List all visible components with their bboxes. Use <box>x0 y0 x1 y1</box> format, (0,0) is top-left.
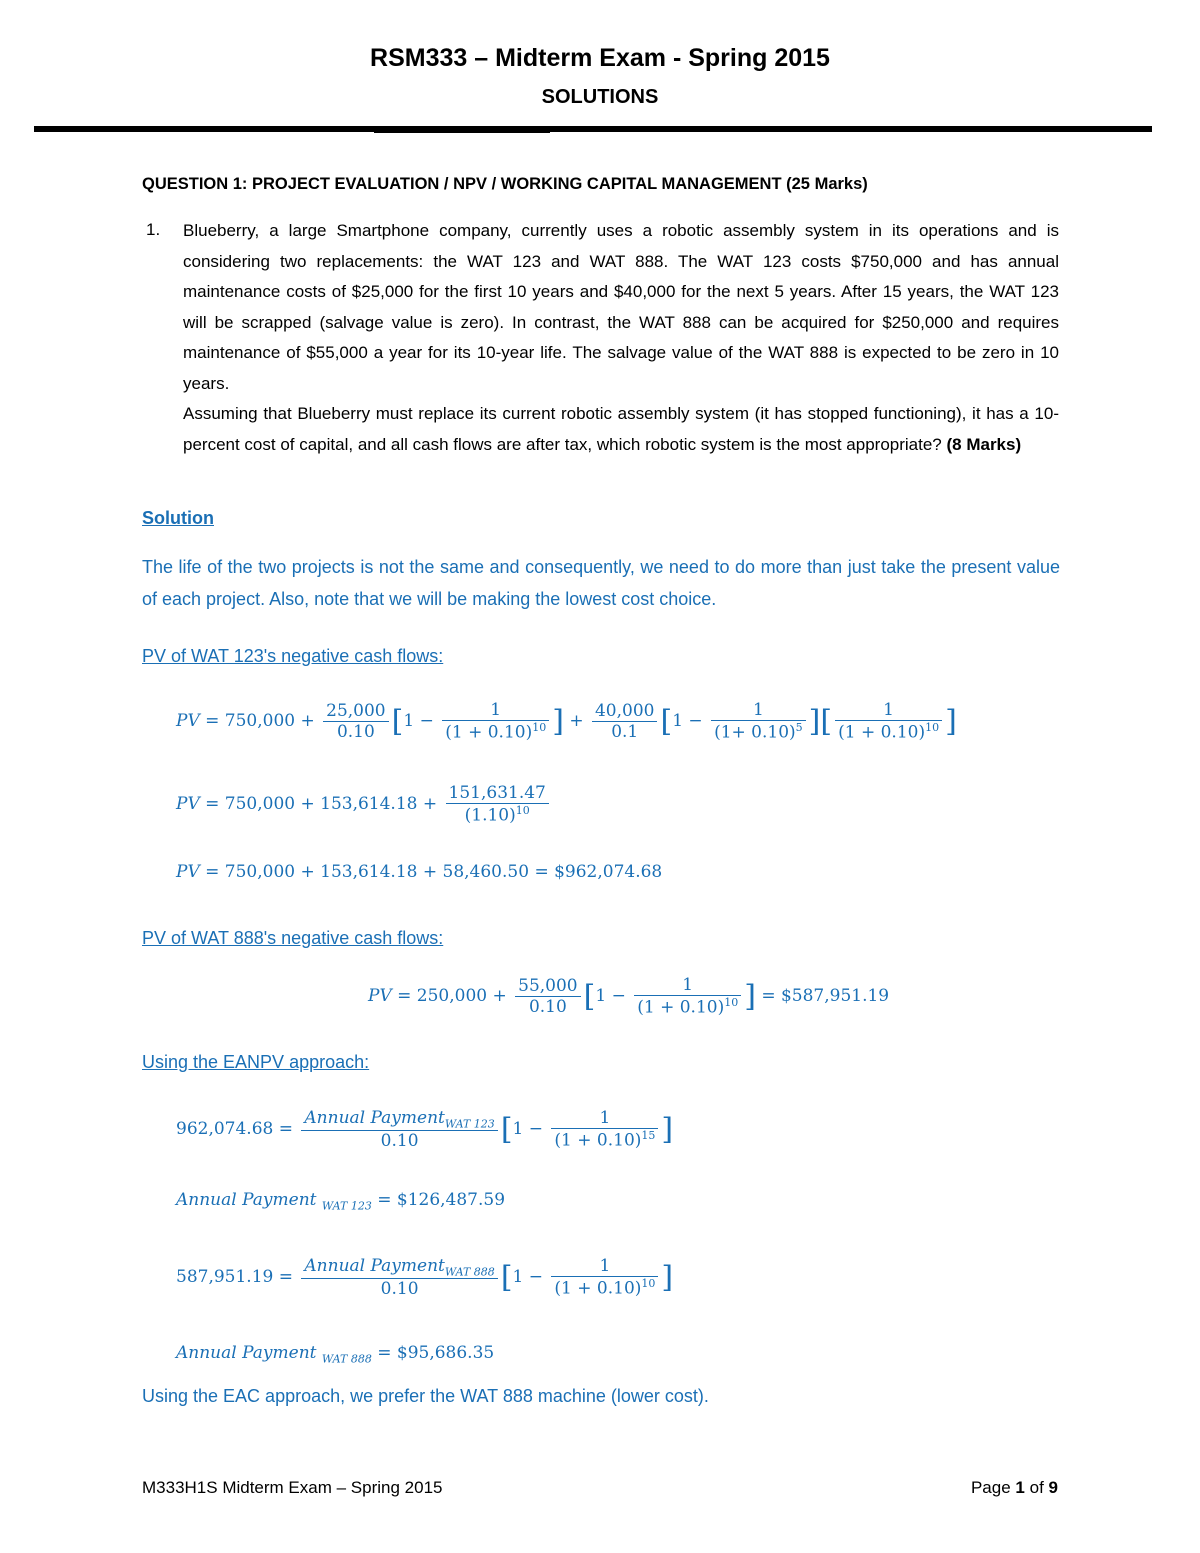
denominator-base: (1 + 0.10) <box>637 997 725 1018</box>
eq7-lhs: 587,951.19 = <box>176 1267 293 1288</box>
plus-sign: + <box>569 710 584 731</box>
solution-intro-text: The life of the two projects is not the same and consequently, we need to do more than just take the present value of each project. Also, note that we will be making the lowest cost choice. <box>142 557 1060 609</box>
equation-pv-wat123-full: PV = 750,000 + $\frac{25,000}{0.10}$ [1 − $\frac{1}{(1 + 0.10)^{10}}$ ] + $\frac{40,000}{0.1}$ [1 − $\frac{1}{(1+ 0.10)^5}$ ][ $\frac{1}{(1 + 0.10)^{10}}$ ] <box>176 700 957 743</box>
fraction <box>515 976 580 1017</box>
question-paragraph-2-text: Assuming that Blueberry must replace its current robotic assembly system (it has stopped functioning), it has a 10-percent cost of capital, and all cash flows are after tax, which robotic system is the most appropriate? <box>183 404 1059 454</box>
denominator <box>446 804 549 826</box>
equation-annual-payment-wat123 <box>176 1190 505 1212</box>
fraction <box>551 1256 658 1299</box>
exponent: 10 <box>515 804 530 817</box>
fraction <box>442 700 549 743</box>
pv-symbol: PV <box>368 985 392 1006</box>
one-minus: 1 − <box>512 1267 543 1288</box>
denominator <box>835 721 942 743</box>
fraction <box>551 1108 658 1151</box>
subscript: WAT 123 <box>444 1117 495 1131</box>
equation-pv-wat888: PV = 250,000 + $\frac{55,000}{0.10}$ [1 − $\frac{1}{(1 + 0.10)^{10}}$ ] = $587,951.19 <box>368 975 890 1018</box>
eanpv-label: Using the EANPV approach: <box>142 1052 370 1072</box>
numerator: 25,000 <box>323 701 388 722</box>
subscript: WAT 888 <box>444 1265 495 1279</box>
page-number: 1 <box>1015 1478 1025 1497</box>
question-heading: QUESTION 1: PROJECT EVALUATION / NPV / WORKING CAPITAL MANAGEMENT (25 Marks) <box>142 175 868 193</box>
exponent: 10 <box>724 996 739 1009</box>
solution-heading: Solution <box>142 508 214 528</box>
footer-left: M333H1S Midterm Exam – Spring 2015 <box>142 1478 443 1497</box>
one-minus: 1 − <box>672 710 703 731</box>
page-total: 9 <box>1048 1478 1058 1497</box>
numerator: 1 <box>711 700 806 721</box>
exponent: 10 <box>641 1277 656 1291</box>
numerator: 1 <box>551 1256 658 1277</box>
numerator: 1 <box>551 1108 658 1129</box>
equation-pv-wat123-step2 <box>176 783 552 826</box>
denominator: 0.10 <box>528 996 567 1017</box>
numerator: 55,000 <box>515 976 580 997</box>
eq4-term-a: 250,000 + <box>416 985 507 1006</box>
denominator: 0.1 <box>611 721 639 742</box>
numerator: 1 <box>634 975 741 996</box>
solution-conclusion: Using the EAC approach, we prefer the WAT 888 machine (lower cost). <box>142 1386 709 1406</box>
exponent: 10 <box>532 721 547 734</box>
annual-payment-symbol: Annual Payment <box>176 1343 317 1363</box>
denominator-base: (1.10) <box>464 805 516 826</box>
equals-sign: = <box>205 793 220 814</box>
numerator: 1 <box>835 700 942 721</box>
equation-pv-wat123-result <box>176 862 662 882</box>
question-text <box>183 216 1059 460</box>
equation-annuity-wat123: 962,074.68 = $\frac{Annual Payment_{WAT 123}}{0.10}$ [1 − $\frac{1}{(1 + 0.10)^{15}}$ ] <box>176 1108 674 1152</box>
solution-intro <box>142 551 1060 615</box>
annual-payment-symbol: Annual Payment <box>304 1108 445 1128</box>
denominator <box>634 996 741 1018</box>
page-prefix: Page <box>970 1478 1011 1497</box>
fraction <box>835 700 942 743</box>
denominator: 0.10 <box>380 1279 419 1300</box>
equation-annual-payment-wat888 <box>176 1343 494 1365</box>
fraction <box>446 783 549 826</box>
fraction <box>301 1256 497 1299</box>
fraction <box>592 701 657 742</box>
pv-symbol: PV <box>176 862 200 882</box>
one-minus: 1 − <box>512 1119 543 1140</box>
annual-payment-symbol: Annual Payment <box>176 1190 317 1210</box>
eq2-term-a: 750,000 + 153,614.18 + <box>224 793 438 814</box>
page-indicator <box>971 1478 1058 1498</box>
pv-symbol: PV <box>176 710 200 731</box>
numerator: 1 <box>442 700 549 721</box>
eq5-lhs: 962,074.68 = <box>176 1119 293 1140</box>
question-number: 1. <box>146 220 161 239</box>
question-paragraph-1: Blueberry, a large Smartphone company, currently uses a robotic assembly system in its operations and is considering two replacements: the WAT 123 and WAT 888. The WAT 123 costs $750,000 and has annual maintenance costs of $25,000 for the first 10 years and $40,000 for the next 5 years. After 15 years, the WAT 123 will be scrapped (salvage value is zero). In contrast, the WAT 888 can be acquired for $250,000 and requires maintenance of $55,000 a year for its 10-year life. The salvage value of the WAT 888 is expected to be zero in 10 years. <box>183 221 1059 393</box>
equals-sign: = <box>205 710 220 731</box>
eq3-expression: 750,000 + 153,614.18 + 58,460.50 = $962,074.68 <box>224 862 663 882</box>
denominator <box>442 721 549 743</box>
denominator <box>711 721 806 743</box>
page-subtitle: SOLUTIONS <box>541 86 659 108</box>
eq6-result: = $126,487.59 <box>377 1190 506 1210</box>
denominator <box>551 1129 658 1151</box>
eq1-term-a: 750,000 + <box>224 710 315 731</box>
page-of: of <box>1029 1478 1044 1497</box>
header-rule <box>34 126 1152 132</box>
equals-sign: = <box>205 862 220 882</box>
question-paragraph-2 <box>183 399 1059 460</box>
denominator-base: (1 + 0.10) <box>445 722 533 743</box>
denominator <box>551 1277 658 1299</box>
one-minus: 1 − <box>403 710 434 731</box>
numerator <box>301 1108 497 1131</box>
fraction <box>301 1108 497 1151</box>
fraction <box>323 701 388 742</box>
subscript: WAT 123 <box>321 1199 372 1213</box>
question-marks: (8 Marks) <box>946 434 1022 454</box>
denominator-base: (1 + 0.10) <box>838 722 926 743</box>
fraction <box>634 975 741 1018</box>
page-title: RSM333 – Midterm Exam - Spring 2015 <box>370 44 830 72</box>
numerator: 151,631.47 <box>446 783 549 804</box>
numerator <box>301 1256 497 1279</box>
exponent: 5 <box>795 721 803 734</box>
denominator-base: (1+ 0.10) <box>714 722 796 743</box>
pv-wat888-label: PV of WAT 888's negative cash flows: <box>142 928 444 948</box>
pv-wat123-label: PV of WAT 123's negative cash flows: <box>142 646 444 666</box>
denominator-base: (1 + 0.10) <box>554 1131 642 1152</box>
fraction <box>711 700 806 743</box>
eq4-result: = $587,951.19 <box>761 985 890 1006</box>
exponent: 15 <box>641 1129 656 1143</box>
annual-payment-symbol: Annual Payment <box>304 1256 445 1276</box>
subscript: WAT 888 <box>321 1352 372 1366</box>
denominator: 0.10 <box>380 1131 419 1152</box>
exponent: 10 <box>925 721 940 734</box>
header-rule-accent <box>374 130 550 133</box>
denominator-base: (1 + 0.10) <box>554 1279 642 1300</box>
numerator: 40,000 <box>592 701 657 722</box>
denominator: 0.10 <box>336 721 375 742</box>
equation-annuity-wat888: 587,951.19 = $\frac{Annual Payment_{WAT 888}}{0.10}$ [1 − $\frac{1}{(1 + 0.10)^{10}}$ ] <box>176 1256 674 1300</box>
eq8-result: = $95,686.35 <box>377 1343 495 1363</box>
pv-symbol: PV <box>176 793 200 814</box>
equals-sign: = <box>397 985 412 1006</box>
one-minus: 1 − <box>595 985 626 1006</box>
